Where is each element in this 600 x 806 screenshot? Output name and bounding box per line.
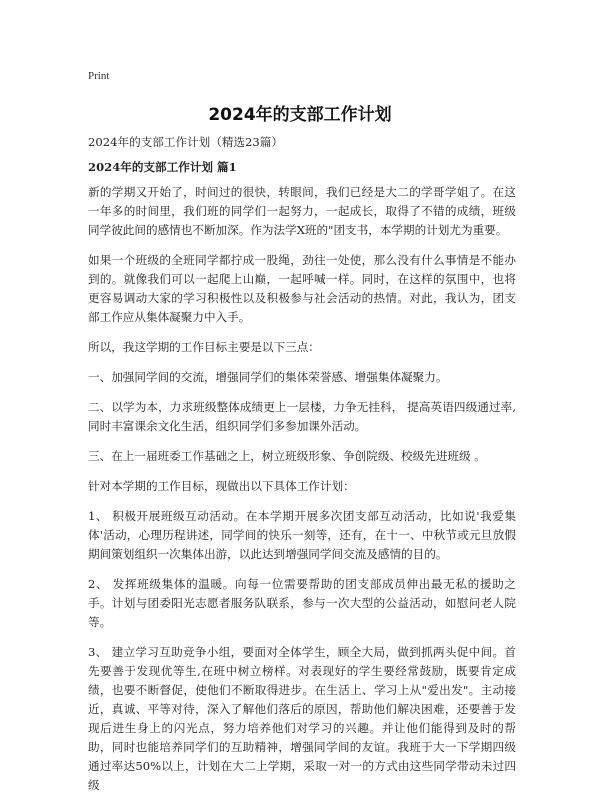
paragraph-goal-3: 三、在上一届班委工作基础之上，树立班级形象、争创院级、校级先进班级 。 [88, 449, 486, 463]
paragraph-goal-1: 一、加强同学间的交流，增强同学们的集体荣誉感、增强集体凝聚力。 [88, 370, 448, 384]
paragraph-plan-intro: 针对本学期的工作目标，现做出以下具体工作计划： [88, 479, 355, 493]
paragraph-cohesion: 如果一个班级的全班同学都拧成一股绳，劲往一处使，那么没有什么事情是不能办到的。就像我们可以一起爬上山巅，一起呼喊一样。同时，在这样的氛围中，也将更容易调动大家的学习积极性以及积极参与社会活动的热情。对此，我认为，团支部工作应从集体凝聚力中入手。 [88, 253, 516, 324]
paragraph-goal-2: 二、以学为本，力求班级整体成绩更上一层楼，力争无挂科， 提高英语四级通过率,同时丰富课余文化生活，组织同学们多参加课外活动。 [88, 400, 516, 433]
print-label[interactable]: Print [88, 70, 110, 82]
section-heading: 2024年的支部工作计划 篇1 [88, 160, 237, 174]
subtitle: 2024年的支部工作计划（精选23篇） [88, 135, 283, 149]
paragraph-plan-2: 2、 发挥班级集体的温暖。向每一位需要帮助的团支部成员伸出最无私的援助之手。计划与团委阳光志愿者服务队联系，参与一次大型的公益活动，如慰问老人院等。 [88, 577, 516, 629]
document-body [88, 133, 516, 806]
paragraph-plan-1: 1、 积极开展班级互动活动。在本学期开展多次团支部互动活动，比如说'我爱集体'活动，心理历程讲述，同学间的快乐一刻等，还有，在十一、中秋节或元旦放假期间策划组织一次集体出游，以此达到增强同学间交流及感情的目的。 [88, 509, 516, 561]
paragraph-intro: 新的学期又开始了，时间过的很快，转眼间，我们已经是大二的学哥学姐了。在这一年多的时间里，我们班的同学们一起努力，一起成长，取得了不错的成绩，班级同学彼此间的感情也不断加深。作为法学X班的"团支书，本学期的计划尤为重要。 [88, 185, 516, 237]
paragraph-goals-intro: 所以，我这学期的工作目标主要是以下三点： [88, 340, 320, 354]
page-title: 2024年的支部工作计划 [208, 105, 392, 125]
paragraph-plan-3: 3、 建立学习互助竞争小组，要面对全体学生，顾全大局，做到抓两头促中间。首先要善于发现优等生,在班中树立榜样。对表现好的学生要经常鼓励，既要肯定成绩，也要不断督促，使他们不断取得进步。在生活上、学习上从"爱出发"。主动接近，真诚、平等对待，深入了解他们落后的原因，帮助他们解决困难，还要善于发现后进生身上的闪光点，努力培养他们对学习的兴趣。并让他们能得到及时的帮助，同时也能培养同学们的互助精神，增强同学间的友谊。我班于大一下学期四级通过率达50%以上，计划在大二上学期，采取一对一的方式由这些同学带动未过四级 [88, 645, 516, 792]
